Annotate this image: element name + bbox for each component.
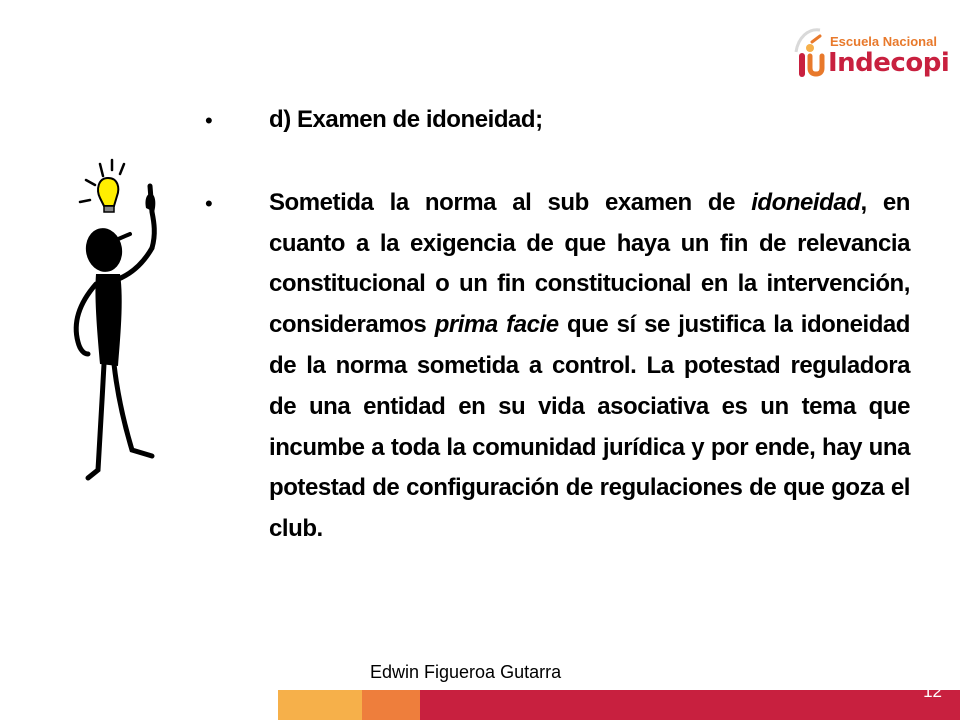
bullet-item: [205, 183, 910, 550]
page-number: 12: [923, 682, 942, 701]
logo-brand-name: Indecopi: [828, 48, 950, 78]
bullet-item: [205, 100, 910, 141]
author-name: Edwin Figueroa Gutarra: [370, 662, 562, 682]
logo-school-name: Escuela Nacional: [830, 34, 937, 49]
bullet-dot: •: [205, 190, 213, 216]
bullet-dot: •: [205, 108, 213, 133]
emphasis-text: prima facie: [434, 311, 559, 339]
footer-bar-yellow: [278, 690, 362, 720]
footer-bar-orange: [362, 690, 420, 720]
bullet-text: d) Examen de idoneidad;: [269, 106, 543, 133]
bullet-list: [205, 100, 910, 550]
idea-stick-figure-icon: [60, 150, 180, 490]
indecopi-logo-icon: [790, 22, 830, 84]
emphasis-text: idoneidad: [751, 188, 861, 216]
indecopi-logo: [790, 22, 950, 92]
bullet-text: Sometida la norma al sub examen de idoneidad, en cuanto a la exigencia de que haya un fin de relevancia constitucional o un fin constitucional en la intervención, consideramos prima facie que sí se justifica la idoneidad de la norma sometida a control. La potestad reguladora de una entidad en su vida asociativa es un tema que incumbe a toda la comunidad jurídica y por ende, hay una potestad de configuración de regulaciones de que goza el club.: [269, 188, 911, 543]
footer-bar-red: [420, 690, 960, 720]
